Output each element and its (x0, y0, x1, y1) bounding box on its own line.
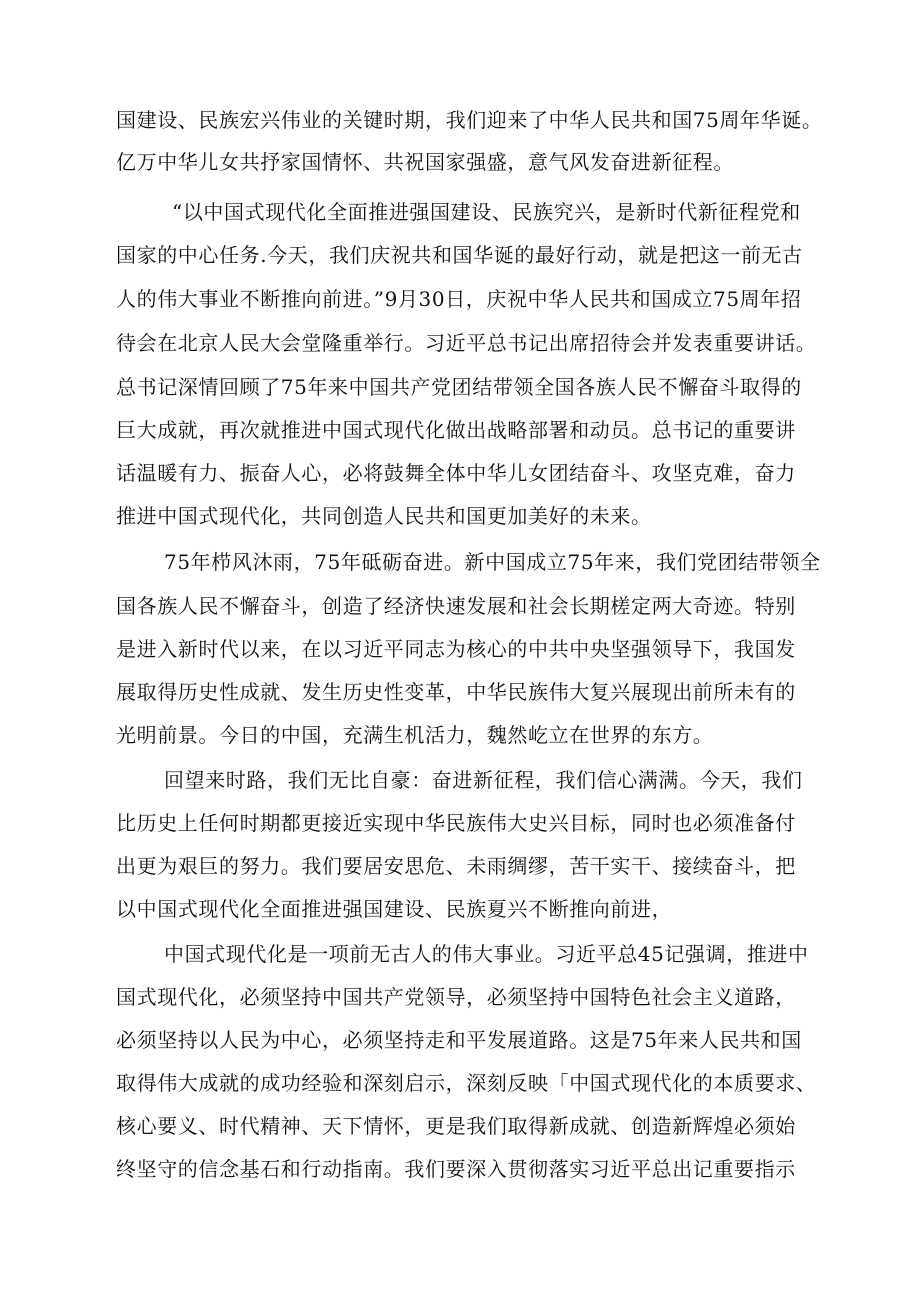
text-line: 终坚守的信念基石和行动指南。我们要深入贯彻落实习近平总出记重要指示 (116, 1157, 796, 1181)
text-line: 推进中国式现代化，共同创造人民共和国更加美好的未来。 (116, 504, 652, 528)
text-line: 取得伟大成就的成功经验和深刻启示，深刻反映「中国式现代化的本质要求、 (116, 1071, 817, 1095)
text-line: 国建设、民族宏兴伟业的关键时期，我们迎来了中华人民共和国75周年华诞。 (116, 108, 823, 132)
text-line: 是进入新时代以来，在以习近平同志为核心的中共中央坚强领导下，我国发 (116, 637, 796, 661)
text-line: 比历史上任何时期都更接近实现中华民族伟大史兴目标，同时也必须准备付 (116, 811, 796, 835)
text-line: 国式现代化，必须坚持中国共产党领导，必须坚持中国特色社会主义道路， (116, 985, 796, 1009)
text-line: 话温暖有力、振奋人心，必将鼓舞全体中华儿女团结奋斗、攻坚克难，奋力 (116, 461, 796, 485)
text-line: 国家的中心任务.今天，我们庆祝共和国华诞的最好行动，就是把这一前无古 (116, 243, 803, 267)
text-line: 亿万中华儿女共抒家国情怀、共祝国家强盛，意气风发奋进新征程。 (116, 150, 734, 174)
text-line: 人的伟大事业不断推向前进。”9月30日，庆祝中华人民共和国成立75周年招 (116, 287, 802, 311)
text-line: 中国式现代化是一项前无古人的伟大事业。习近平总45记强调，推进中 (164, 942, 809, 966)
text-line: 光明前景。今日的中国，充满生机活力，魏然屹立在世界的东方。 (116, 723, 714, 747)
text-line: 核心要义、时代精神、天下情怀，更是我们取得新成就、创造新辉煌必须始 (116, 1114, 796, 1138)
text-line: 待会在北京人民大会堂隆重举行。习近平总书记出席招待会并发表重要讲话。 (116, 331, 817, 355)
text-line: 国各族人民不懈奋斗，创造了经济快速发展和社会长期槎定两大奇迹。特别 (116, 594, 796, 618)
text-line: 出更为艰巨的努力。我们要居安思危、未雨绸缪，苦干实干、接续奋斗，把 (116, 854, 796, 878)
text-line: 以中国式现代化全面推进强国建设、民族夏兴不断推向前进， (116, 897, 673, 921)
text-line: 75年栉风沐雨，75年砥砺奋进。新中国成立75年来，我们党团结带领全 (164, 550, 821, 574)
text-line: “以中国式现代化全面推进强国建设、民族究兴，是新时代新征程党和 (172, 200, 801, 224)
text-line: 必须坚持以人民为中心，必须坚持走和平发展道路。这是75年来人民共和国 (116, 1028, 802, 1052)
text-line: 巨大成就，再次就推进中国式现代化做出战略部署和动员。总书记的重要讲 (116, 418, 796, 442)
text-line: 回望来时路，我们无比自豪：奋进新征程，我们信心满满。今天，我们 (164, 768, 803, 792)
text-line: 展取得历史性成就、发生历史性变革，中华民族伟大复兴展现出前所未有的 (116, 680, 796, 704)
text-line: 总书记深情回顾了75年来中国共产党团结带领全国各族人民不懈奋斗取得的 (116, 375, 802, 399)
